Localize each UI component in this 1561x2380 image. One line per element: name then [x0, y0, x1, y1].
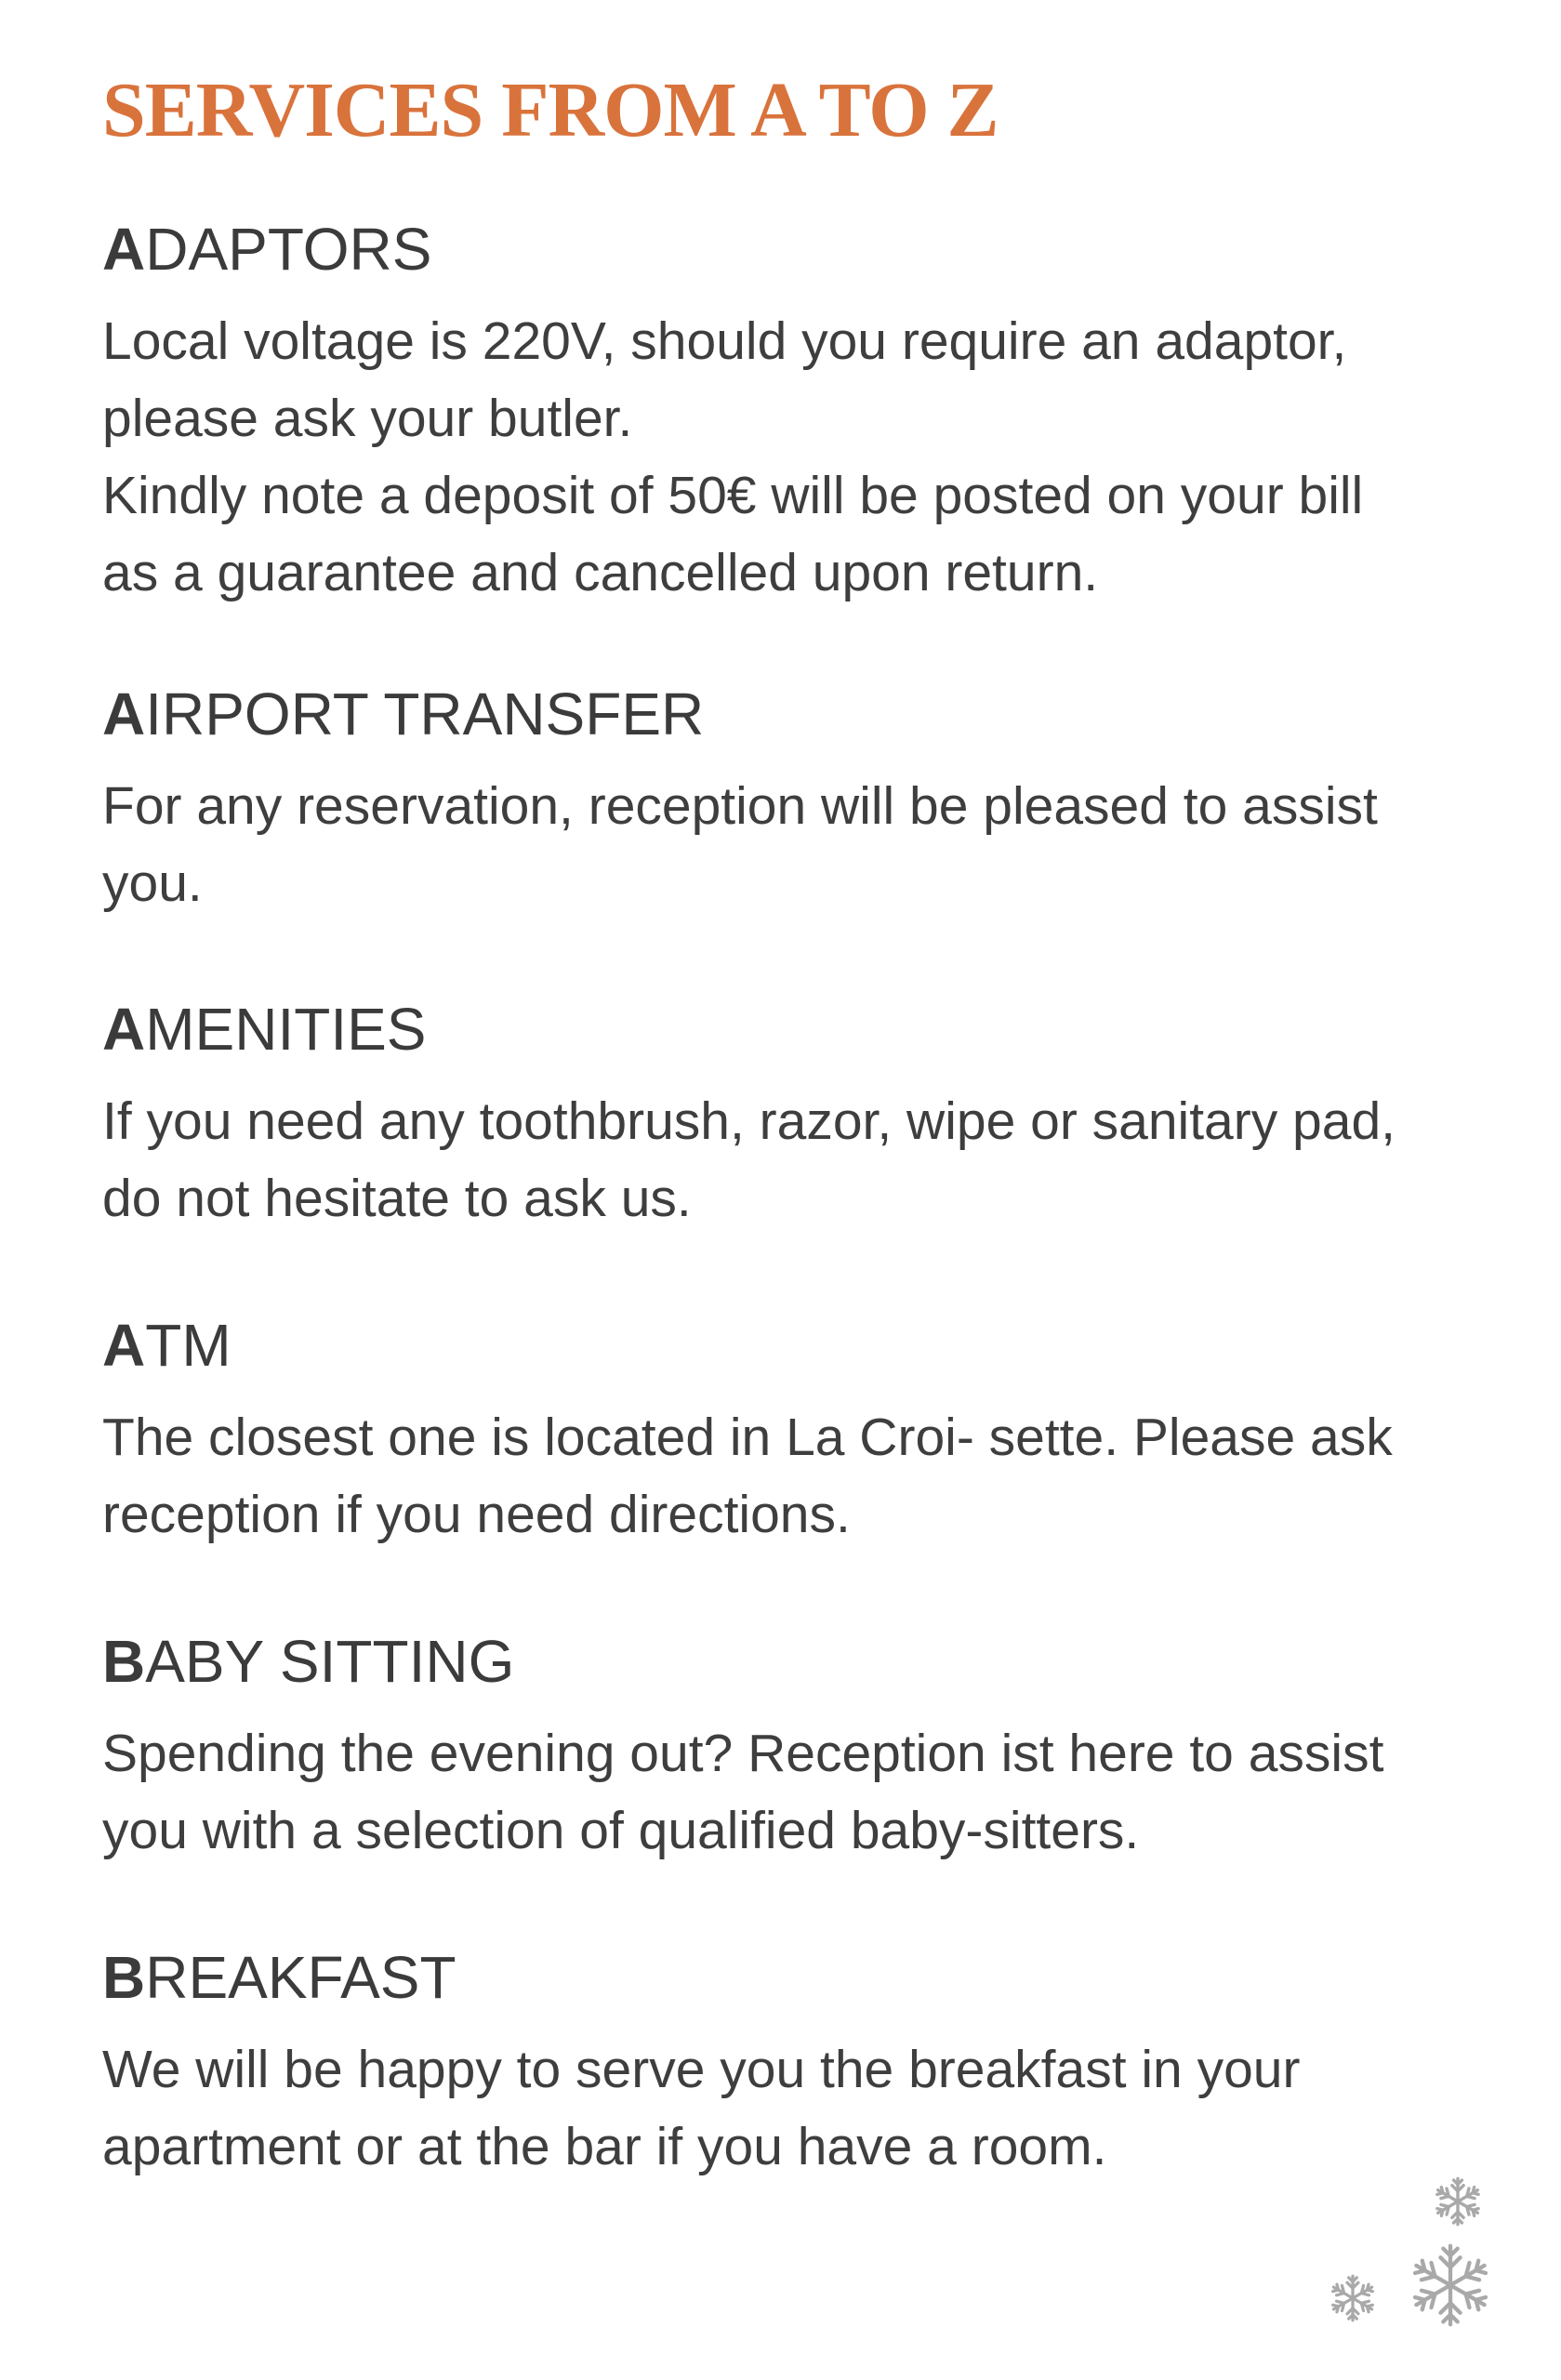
- heading-rest: MENITIES: [145, 996, 427, 1063]
- section-heading: [102, 1308, 1478, 1382]
- section-heading: [102, 677, 1478, 751]
- heading-rest: DAPTORS: [145, 216, 432, 283]
- section-body: Spending the evening out? Reception ist here to assist you with a selection of qualified baby-sitters.: [102, 1724, 1384, 1860]
- heading-initial: A: [102, 1312, 146, 1379]
- heading-rest: TM: [145, 1312, 232, 1379]
- heading-rest: IRPORT TRANSFER: [145, 681, 705, 747]
- heading-initial: B: [102, 1628, 146, 1695]
- section-body: If you need any toothbrush, razor, wipe or sanitary pad, do not hesitate to ask us.: [102, 1091, 1396, 1228]
- section-body: We will be happy to serve you the breakfast in your apartment or at the bar if you have a room.: [102, 2040, 1301, 2176]
- section-adaptors: [102, 212, 1478, 612]
- heading-initial: A: [102, 216, 146, 283]
- section-atm: [102, 1308, 1478, 1554]
- heading-rest: REAKFAST: [145, 1944, 456, 2011]
- snowflake-icon: [1406, 2241, 1495, 2330]
- snowflake-decoration: [1320, 2157, 1525, 2361]
- section-body: Local voltage is 220V, should you require an adaptor, please ask your butler. Kindly note a deposit of 50€ will be posted on your bill as a guarantee and cancelled upon return.: [102, 311, 1364, 602]
- section-heading: [102, 1624, 1478, 1699]
- section-heading: [102, 212, 1478, 286]
- section-breakfast: [102, 1940, 1478, 2186]
- heading-rest: ABY SITTING: [145, 1628, 515, 1695]
- section-amenities: [102, 992, 1478, 1237]
- snowflake-icon: [1432, 2175, 1484, 2228]
- heading-initial: A: [102, 681, 146, 747]
- section-airport-transfer: [102, 677, 1478, 922]
- page-title: SERVICES FROM A TO Z: [102, 67, 999, 153]
- heading-initial: A: [102, 996, 146, 1063]
- snowflake-icon: [1328, 2273, 1378, 2323]
- section-heading: [102, 1940, 1478, 2015]
- section-body: For any reservation, reception will be pleased to assist you.: [102, 776, 1378, 913]
- section-body: The closest one is located in La Croi- sette. Please ask reception if you need directions.: [102, 1408, 1393, 1544]
- section-baby-sitting: [102, 1624, 1478, 1870]
- section-heading: [102, 992, 1478, 1066]
- heading-initial: B: [102, 1944, 146, 2011]
